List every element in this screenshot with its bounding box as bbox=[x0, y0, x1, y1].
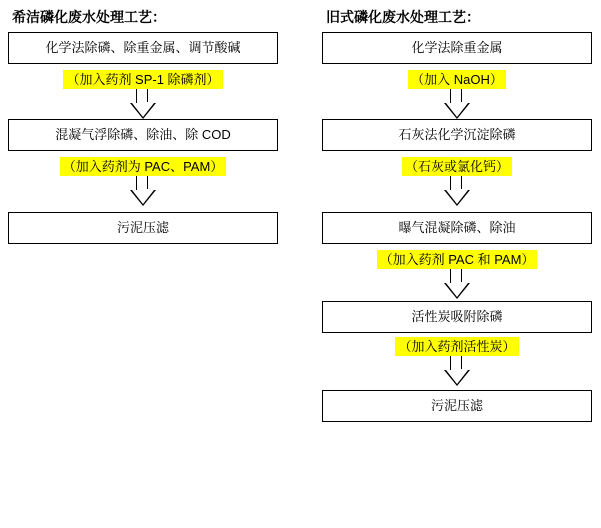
process-step-box: 污泥压滤 bbox=[322, 390, 592, 422]
process-step-box: 曝气混凝除磷、除油 bbox=[322, 212, 592, 244]
chemical-note: （加入药剂为 PAC、PAM） bbox=[60, 157, 227, 176]
process-step-box: 石灰法化学沉淀除磷 bbox=[322, 119, 592, 151]
down-arrow-icon bbox=[322, 89, 592, 119]
process-step-box: 化学法除磷、除重金属、调节酸碱 bbox=[8, 32, 278, 64]
note-row bbox=[8, 70, 278, 89]
note-row bbox=[8, 157, 278, 176]
column-title-right: 旧式磷化废水处理工艺： bbox=[326, 9, 480, 25]
chemical-note: （加入药剂 SP-1 除磷剂） bbox=[63, 70, 222, 89]
column-title-left: 希洁磷化废水处理工艺： bbox=[12, 9, 166, 25]
note-row bbox=[322, 157, 592, 176]
flow-column-left bbox=[8, 0, 278, 244]
note-row bbox=[322, 337, 592, 356]
down-arrow-icon bbox=[8, 176, 278, 206]
down-arrow-icon bbox=[8, 89, 278, 119]
chemical-note: （加入药剂 PAC 和 PAM） bbox=[377, 250, 538, 269]
chemical-note: （加入药剂活性炭） bbox=[395, 337, 518, 356]
note-row bbox=[322, 70, 592, 89]
flow-column-right bbox=[322, 0, 592, 422]
down-arrow-icon bbox=[322, 356, 592, 386]
process-step-box: 污泥压滤 bbox=[8, 212, 278, 244]
down-arrow-icon bbox=[322, 176, 592, 206]
process-step-box: 混凝气浮除磷、除油、除 COD bbox=[8, 119, 278, 151]
process-step-box: 活性炭吸附除磷 bbox=[322, 301, 592, 333]
chemical-note: （加入 NaOH） bbox=[408, 70, 506, 89]
chemical-note: （石灰或氯化钙） bbox=[402, 157, 512, 176]
note-row bbox=[322, 250, 592, 269]
down-arrow-icon bbox=[322, 269, 592, 299]
process-step-box: 化学法除重金属 bbox=[322, 32, 592, 64]
